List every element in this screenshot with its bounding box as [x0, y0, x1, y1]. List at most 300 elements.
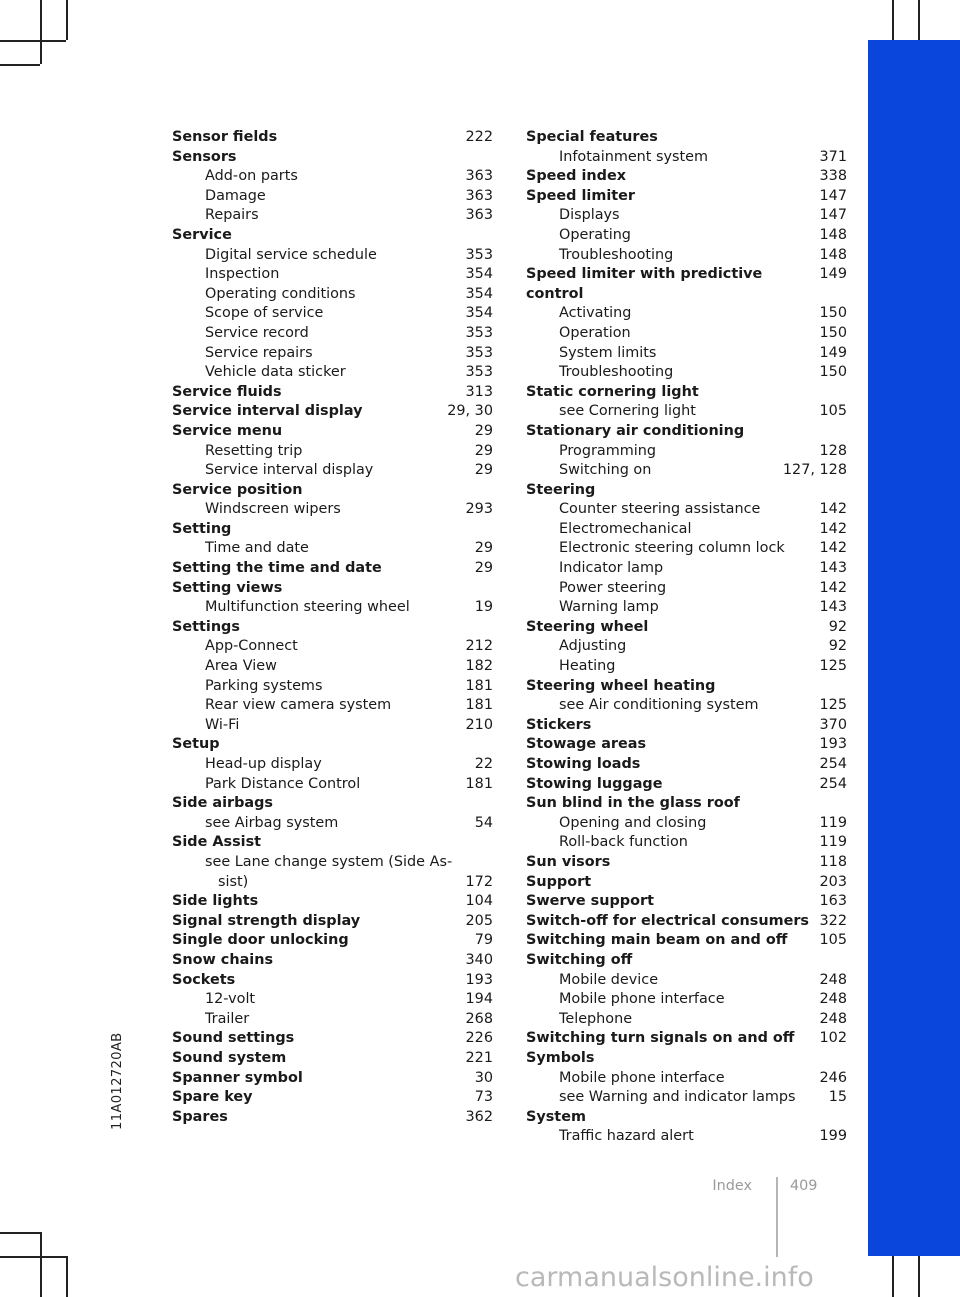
- index-entry: [172, 951, 493, 971]
- index-subterm: Scope of service: [205, 305, 324, 322]
- index-subterm: Service record: [205, 324, 309, 341]
- index-page-ref: 371: [819, 148, 847, 165]
- index-subentry-row: [526, 148, 847, 168]
- index-term: Static cornering light: [526, 383, 699, 400]
- index-entry: [526, 931, 847, 951]
- index-page-ref: 268: [465, 1010, 493, 1027]
- index-entry-row: [172, 226, 493, 246]
- index-page-ref: 149: [819, 266, 847, 283]
- index-term: Speed index: [526, 168, 627, 185]
- index-entry: [526, 167, 847, 187]
- index-entry: [526, 422, 847, 481]
- index-subterm: Area View: [205, 658, 277, 675]
- index-entry-row: [172, 1049, 493, 1069]
- index-subentry-row: [526, 402, 847, 422]
- index-page-ref: 203: [819, 873, 847, 890]
- index-term: Service interval display: [172, 403, 363, 420]
- index-term: Side Assist: [172, 834, 262, 851]
- index-term: Sensor fields: [172, 129, 278, 145]
- index-entry: [172, 1088, 493, 1108]
- index-subterm: Resetting trip: [205, 442, 303, 459]
- index-page-ref: 354: [465, 285, 493, 302]
- index-page-ref: 142: [819, 520, 847, 537]
- index-entry-row: [172, 402, 493, 422]
- index-subentry-row: [526, 971, 847, 991]
- index-term: Service: [172, 226, 232, 243]
- index-entry-row: [526, 1108, 847, 1128]
- index-term: Stowing loads: [526, 756, 641, 772]
- index-subentry-row: [172, 755, 493, 775]
- index-page-ref: 22: [474, 756, 493, 772]
- index-subentry-row: [172, 637, 493, 657]
- index-subentry-row: [172, 442, 493, 462]
- footer: [0, 1178, 768, 1258]
- index-page-ref: 221: [465, 1049, 493, 1066]
- index-subentry-row: [172, 598, 493, 618]
- index-subterm: Counter steering assistance: [559, 501, 761, 518]
- index-subterm: Time and date: [205, 540, 309, 557]
- index-subterm: Vehicle data sticker: [205, 364, 346, 381]
- index-page-ref: 338: [819, 168, 847, 185]
- index-subterm: Programming: [559, 442, 656, 459]
- index-subterm: Service repairs: [205, 344, 313, 361]
- index-subentry-row: [526, 657, 847, 677]
- index-entry-row: [526, 716, 847, 736]
- index-entry: [526, 755, 847, 775]
- index-subentry-row: [172, 304, 493, 324]
- index-term: Signal strength display: [172, 912, 361, 929]
- index-subentry-row: [526, 1127, 847, 1147]
- index-subterm: Telephone: [559, 1010, 633, 1027]
- index-page-ref: 142: [819, 501, 847, 518]
- index-entry-row: [526, 128, 847, 148]
- index-page-ref: 118: [819, 853, 847, 870]
- index-subentry-row: [172, 187, 493, 207]
- index-page-ref: 29: [474, 462, 493, 479]
- index-entry: [526, 265, 847, 383]
- index-entry: [526, 383, 847, 422]
- index-entry-row: [172, 833, 493, 853]
- index-entry-row: [172, 931, 493, 951]
- index-subterm: see Warning and indicator lamps: [559, 1089, 796, 1106]
- index-term: Special features: [526, 129, 658, 145]
- index-entry-row: [526, 265, 847, 304]
- index-entry: [526, 128, 847, 167]
- index-entry: [526, 892, 847, 912]
- watermark: carmanualsonline.info: [515, 1262, 814, 1293]
- index-page-ref: 353: [465, 246, 493, 263]
- index-column-right: [526, 128, 847, 1147]
- index-subterm: Mobile phone interface: [559, 991, 725, 1008]
- index-page-ref: 172: [465, 873, 493, 890]
- index-page-ref: 73: [474, 1089, 493, 1106]
- index-entry-row: [526, 422, 847, 442]
- index-subentry-row: [526, 990, 847, 1010]
- index-page-ref: 127, 128: [782, 462, 847, 479]
- index-subterm: Trailer: [205, 1010, 250, 1027]
- index-entry: [172, 1069, 493, 1089]
- index-page-ref: 30: [474, 1069, 493, 1086]
- index-column-left: [172, 128, 493, 1127]
- index-term: Sound settings: [172, 1030, 295, 1047]
- index-subentry-row: [172, 1010, 493, 1030]
- index-entry-row: [172, 422, 493, 442]
- index-page-ref: 199: [819, 1128, 847, 1145]
- index-page-ref: 340: [465, 951, 493, 968]
- footer-page-number: 409: [790, 1178, 818, 1194]
- index-page-ref: 181: [465, 677, 493, 694]
- index-page-ref: 29: [474, 540, 493, 557]
- index-entry-row: [526, 1049, 847, 1069]
- index-term: Speed limiter: [526, 187, 636, 204]
- crop-mark: [918, 1256, 920, 1297]
- index-subterm: Mobile phone interface: [559, 1069, 725, 1086]
- index-subterm: Service interval display: [205, 462, 374, 479]
- document-code: 11A012720AB: [110, 1032, 125, 1130]
- index-entry-row: [526, 677, 847, 697]
- index-page-ref: 212: [465, 638, 493, 655]
- index-entry: [526, 187, 847, 265]
- index-entry-row: [172, 481, 493, 501]
- index-entry: [172, 1108, 493, 1128]
- index-entry-row: [172, 1088, 493, 1108]
- index-subentry-row: [526, 579, 847, 599]
- index-term: Sun visors: [526, 853, 611, 870]
- index-entry: [526, 912, 847, 932]
- index-subterm: Head-up display: [205, 756, 322, 772]
- index-subentry-row: [526, 637, 847, 657]
- index-entry-row: [526, 892, 847, 912]
- index-entry-row: [172, 559, 493, 579]
- index-subterm: see Cornering light: [559, 403, 696, 420]
- index-page-ref: 193: [465, 971, 493, 988]
- section-tab-bar: [868, 40, 960, 1256]
- index-page-ref: 354: [465, 305, 493, 322]
- index-page-ref: 102: [819, 1030, 847, 1047]
- index-subentry-row: [526, 1010, 847, 1030]
- index-subentry-row: [526, 363, 847, 383]
- index-term: Sockets: [172, 971, 236, 988]
- index-page-ref: 128: [819, 442, 847, 459]
- footer-divider: [776, 1177, 778, 1257]
- index-term: Snow chains: [172, 951, 274, 968]
- index-entry-row: [526, 383, 847, 403]
- index-entry-row: [172, 971, 493, 991]
- index-subterm-continuation: sist): [218, 873, 249, 890]
- index-subterm: Electromechanical: [559, 520, 692, 537]
- index-page-ref: 150: [819, 305, 847, 322]
- index-entry-row: [172, 912, 493, 932]
- index-subentry-row: [172, 265, 493, 285]
- index-term: Single door unlocking: [172, 932, 349, 949]
- index-subterm: Troubleshooting: [559, 364, 674, 381]
- index-subentry-row: [526, 226, 847, 246]
- index-page-ref: 226: [465, 1030, 493, 1047]
- index-subentry-row: [526, 304, 847, 324]
- crop-mark: [0, 64, 40, 66]
- index-entry: [172, 971, 493, 1030]
- index-term: Spanner symbol: [172, 1069, 303, 1086]
- index-subterm: Mobile device: [559, 971, 659, 988]
- index-subentry-row: [526, 324, 847, 344]
- index-page-ref: 363: [465, 168, 493, 185]
- index-subterm: Damage: [205, 187, 266, 204]
- index-subterm: Switching on: [559, 462, 652, 479]
- crop-mark: [66, 1256, 68, 1297]
- index-subentry-row: [526, 246, 847, 266]
- index-subentry-row: [172, 677, 493, 697]
- index-subterm: Wi-Fi: [205, 716, 240, 733]
- index-page-ref: 148: [819, 226, 847, 243]
- index-entry-row: [526, 794, 847, 814]
- index-page-ref: 370: [819, 716, 847, 733]
- crop-mark: [918, 0, 920, 40]
- index-subentry-row: [172, 285, 493, 305]
- index-entry: [526, 1029, 847, 1049]
- index-subentry-row: [172, 461, 493, 481]
- index-page-ref: 105: [819, 932, 847, 949]
- index-page-ref: 353: [465, 364, 493, 381]
- index-entry-row: [526, 931, 847, 951]
- index-entry-row: [172, 618, 493, 638]
- index-entry: [526, 618, 847, 677]
- index-entry-row: [526, 167, 847, 187]
- index-page-ref: 29, 30: [447, 403, 493, 420]
- index-subentry-row: [526, 442, 847, 462]
- index-subentry-row: [172, 246, 493, 266]
- index-entry-row: [526, 187, 847, 207]
- index-subentry-row: [172, 853, 493, 873]
- index-subterm: Adjusting: [559, 638, 627, 655]
- index-subentry-row: [526, 814, 847, 834]
- index-subterm: 12-volt: [205, 991, 256, 1008]
- index-page-ref: 194: [465, 991, 493, 1008]
- index-entry: [526, 716, 847, 736]
- index-entry: [172, 481, 493, 520]
- index-term: Sound system: [172, 1049, 287, 1066]
- index-page-ref: 248: [819, 1010, 847, 1027]
- index-page-ref: 105: [819, 403, 847, 420]
- index-entry: [526, 775, 847, 795]
- index-entry: [172, 520, 493, 559]
- index-page-ref: 125: [819, 658, 847, 675]
- index-subterm: Warning lamp: [559, 599, 659, 616]
- index-term: Sun blind in the glass roof: [526, 795, 740, 812]
- index-page-ref: 92: [828, 618, 847, 635]
- index-subentry-row: [526, 500, 847, 520]
- index-subentry-row: [526, 1088, 847, 1108]
- index-entry: [172, 735, 493, 794]
- index-term: Symbols: [526, 1049, 595, 1066]
- index-term: Sensors: [172, 148, 237, 165]
- index-subterm: Roll-back function: [559, 834, 688, 851]
- index-entry-row: [172, 1069, 493, 1089]
- index-entry: [172, 148, 493, 226]
- index-subterm: Heating: [559, 658, 616, 675]
- index-page-ref: 119: [819, 814, 847, 831]
- index-entry-row: [172, 1029, 493, 1049]
- index-entry-row: [526, 853, 847, 873]
- index-entry-row: [172, 892, 493, 912]
- index-subentry-row: [526, 461, 847, 481]
- index-page-ref: 143: [819, 560, 847, 577]
- index-subterm: Traffic hazard alert: [559, 1128, 694, 1145]
- index-term: Side airbags: [172, 795, 273, 812]
- index-page-ref: 54: [474, 814, 493, 831]
- index-subterm: Park Distance Control: [205, 775, 361, 792]
- index-subentry-row: [526, 696, 847, 716]
- index-entry: [172, 912, 493, 932]
- index-subterm: Opening and closing: [559, 814, 707, 831]
- index-subterm: see Lane change system (Side As-: [205, 853, 453, 870]
- index-page-ref: 143: [819, 599, 847, 616]
- index-entry: [526, 794, 847, 853]
- index-term: Spare key: [172, 1089, 253, 1106]
- index-subterm: Infotainment system: [559, 148, 709, 165]
- index-subentry-row: [526, 539, 847, 559]
- index-page-ref: 254: [819, 775, 847, 792]
- index-page-ref: 363: [465, 187, 493, 204]
- index-subterm: Operating: [559, 226, 631, 243]
- index-entry: [526, 677, 847, 716]
- index-subterm: Inspection: [205, 266, 280, 283]
- index-page-ref: 205: [465, 912, 493, 929]
- index-entry: [172, 226, 493, 383]
- index-entry-row: [172, 148, 493, 168]
- index-page-ref: 222: [465, 129, 493, 145]
- index-page-ref: 148: [819, 246, 847, 263]
- index-subentry-row: [172, 814, 493, 834]
- index-entry-row: [172, 579, 493, 599]
- index-page-ref: 92: [828, 638, 847, 655]
- index-subterm: see Air conditioning system: [559, 697, 759, 714]
- index-subentry-row: [172, 206, 493, 226]
- index-subterm: Power steering: [559, 579, 667, 596]
- index-entry: [172, 618, 493, 736]
- index-subentry-row: [172, 167, 493, 187]
- index-subterm: Rear view camera system: [205, 697, 392, 714]
- index-subentry-row: [526, 598, 847, 618]
- index-page-ref: 79: [474, 932, 493, 949]
- index-page-ref: 313: [465, 383, 493, 400]
- index-page-ref: 181: [465, 775, 493, 792]
- crop-mark: [40, 0, 42, 64]
- index-entry-row: [526, 912, 847, 932]
- index-entry-row: [526, 755, 847, 775]
- index-page-ref: 246: [819, 1069, 847, 1086]
- index-subentry-row: [172, 324, 493, 344]
- index-page-ref: 149: [819, 344, 847, 361]
- index-entry-row: [526, 1029, 847, 1049]
- index-term: Stickers: [526, 716, 592, 733]
- index-term: Stowing luggage: [526, 775, 663, 792]
- index-entry: [526, 481, 847, 618]
- index-page-ref: 15: [828, 1089, 847, 1106]
- index-page-ref: 19: [474, 599, 493, 616]
- index-entry-row: [526, 618, 847, 638]
- index-subterm: Displays: [559, 207, 620, 224]
- index-entry: [526, 951, 847, 1029]
- index-entry: [526, 735, 847, 755]
- index-subterm: Indicator lamp: [559, 560, 664, 577]
- index-page-ref: 29: [474, 560, 493, 577]
- index-entry: [526, 1049, 847, 1108]
- index-page-ref: 119: [819, 834, 847, 851]
- index-entry: [172, 579, 493, 618]
- index-term: Service menu: [172, 422, 283, 439]
- index-entry-row: [526, 775, 847, 795]
- index-term: Side lights: [172, 893, 259, 910]
- index-term: Steering wheel heating: [526, 677, 716, 694]
- index-term: Support: [526, 873, 592, 890]
- index-subterm: Windscreen wipers: [205, 501, 341, 518]
- index-subterm: App-Connect: [205, 638, 298, 655]
- index-subentry-row: [172, 990, 493, 1010]
- index-entry-row: [172, 951, 493, 971]
- index-entry: [526, 1108, 847, 1147]
- index-subterm: Electronic steering column lock: [559, 540, 785, 557]
- index-subterm: Repairs: [205, 207, 259, 224]
- index-page-ref: 254: [819, 756, 847, 772]
- index-entry-row: [172, 520, 493, 540]
- index-subentry-row: [172, 657, 493, 677]
- index-entry: [172, 794, 493, 833]
- index-term: Setting the time and date: [172, 560, 382, 577]
- index-page-ref: 182: [465, 658, 493, 675]
- index-entry: [172, 559, 493, 579]
- index-page-ref: 363: [465, 207, 493, 224]
- index-subentry-row: [172, 696, 493, 716]
- index-subentry-row: [172, 344, 493, 364]
- index-term: System: [526, 1108, 586, 1125]
- index-term: Switching turn signals on and off: [526, 1030, 795, 1047]
- index-term: Speed limiter with predictive control: [526, 266, 763, 302]
- index-subterm: Parking systems: [205, 677, 323, 694]
- index-entry: [172, 383, 493, 403]
- index-entry: [172, 1029, 493, 1049]
- index-entry: [172, 128, 493, 148]
- crop-mark: [0, 40, 66, 42]
- index-term: Setting: [172, 520, 232, 537]
- index-subterm: Activating: [559, 305, 632, 322]
- index-subentry-row: [172, 539, 493, 559]
- index-page-ref: 29: [474, 422, 493, 439]
- index-term: Service fluids: [172, 383, 282, 400]
- index-term: Steering: [526, 481, 596, 498]
- index-subterm: Digital service schedule: [205, 246, 377, 263]
- index-entry: [172, 1049, 493, 1069]
- index-page-ref: 147: [819, 207, 847, 224]
- index-term: Swerve support: [526, 893, 654, 910]
- index-page-ref: 354: [465, 266, 493, 283]
- index-subterm: Operating conditions: [205, 285, 356, 302]
- index-entry-row: [172, 383, 493, 403]
- index-subentry-row: [172, 500, 493, 520]
- index-subentry-row: [526, 520, 847, 540]
- index-entry-row: [526, 951, 847, 971]
- index-page-ref: 142: [819, 540, 847, 557]
- index-entry-row: [172, 794, 493, 814]
- index-term: Switch-off for electrical consumers: [526, 912, 809, 929]
- index-term: Settings: [172, 618, 240, 635]
- index-page-ref: 353: [465, 344, 493, 361]
- index-subentry-row: [526, 559, 847, 579]
- index-page-ref: 150: [819, 364, 847, 381]
- index-term: Switching off: [526, 951, 633, 968]
- index-page-ref: 248: [819, 991, 847, 1008]
- index-term: Spares: [172, 1108, 228, 1125]
- index-page-ref: 142: [819, 579, 847, 596]
